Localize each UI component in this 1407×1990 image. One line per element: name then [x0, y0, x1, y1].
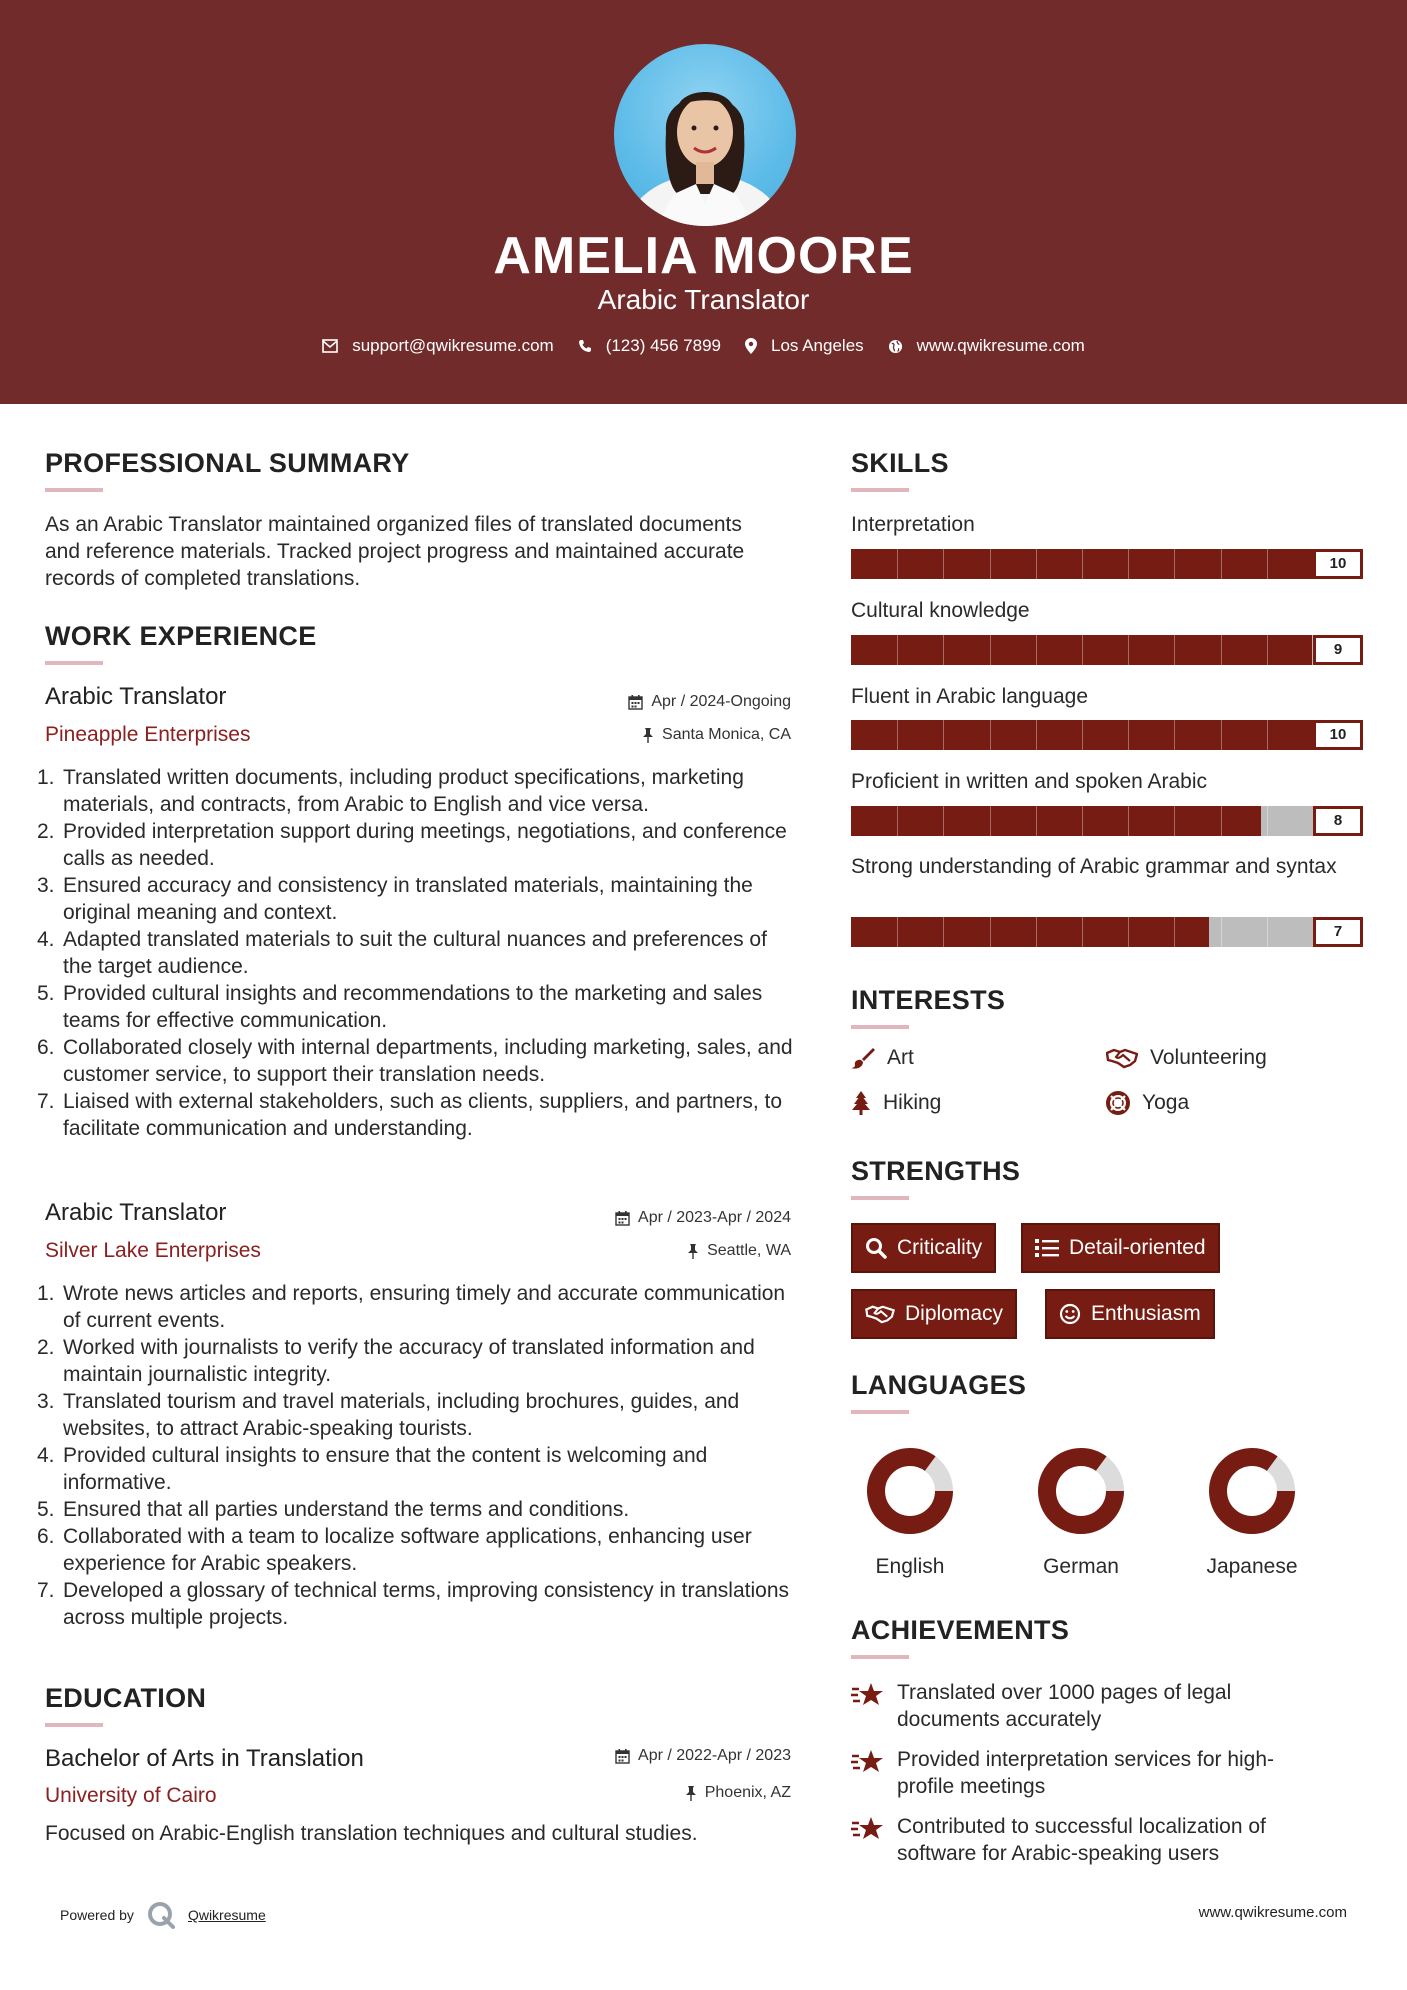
skill-bar-segment — [1174, 720, 1175, 750]
strength-label: Diplomacy — [905, 1302, 1004, 1325]
pushpin-icon — [685, 1786, 697, 1801]
job-duties-list — [37, 1280, 795, 1631]
skill-bar-segment — [1082, 549, 1083, 579]
skill-bar-segment — [943, 635, 944, 665]
contact-location — [745, 336, 864, 356]
portrait-image — [614, 44, 796, 226]
achievement-item — [851, 1746, 1321, 1800]
dates-text: Apr / 2024-Ongoing — [651, 693, 791, 710]
education-title: EDUCATION — [45, 1683, 207, 1713]
skills-title: SKILLS — [851, 448, 949, 478]
list-item: 3. Ensured accuracy and consistency in translated materials, maintaining the original meaning and context. — [37, 874, 753, 924]
list-item: 1. Wrote news articles and reports, ensuring timely and accurate communication of current events. — [37, 1282, 786, 1332]
skill-bar-segment — [943, 720, 944, 750]
skill-bar-segment — [943, 806, 944, 836]
smile-icon — [1059, 1303, 1081, 1325]
company-name: Silver Lake Enterprises — [45, 1239, 261, 1262]
skill-name: Proficient in written and spoken Arabic — [851, 770, 1208, 793]
strength-label: Enthusiasm — [1091, 1302, 1201, 1325]
skill-bar-segment — [1267, 917, 1268, 947]
skill-bar-segment — [1221, 635, 1222, 665]
qwikresume-logo-icon — [146, 1900, 176, 1930]
skill-bar-segment — [1082, 917, 1083, 947]
candidate-name: AMELIA MOORE — [493, 227, 914, 285]
email-text: support@qwikresume.com — [352, 336, 554, 355]
paintbrush-icon — [851, 1047, 875, 1069]
pushpin-icon — [642, 728, 654, 743]
list-item: 1. Translated written documents, including product specifications, marketing materials, and contracts, from Arabic to English and vice versa. — [37, 766, 744, 816]
candidate-role: Arabic Translator — [597, 284, 810, 315]
list-icon — [1035, 1238, 1059, 1258]
list-item: 6. Collaborated closely with internal departments, including marketing, sales, and customer service, to support their translation needs. — [37, 1036, 793, 1086]
languages-title: LANGUAGES — [851, 1370, 1027, 1400]
skill-bar-segment — [990, 917, 991, 947]
skill-bar — [851, 917, 1363, 947]
interest-item — [1106, 1091, 1189, 1115]
skill-bar-segment — [990, 549, 991, 579]
calendar-icon — [615, 1749, 630, 1764]
list-item: 5. Ensured that all parties understand the terms and conditions. — [37, 1498, 630, 1521]
location-text: Phoenix, AZ — [704, 1784, 791, 1801]
skill-bar — [851, 720, 1363, 750]
skill-bar-segment — [1221, 917, 1222, 947]
skill-bar-segment — [1128, 917, 1129, 947]
language-label: German — [1043, 1555, 1119, 1578]
summary-text: As an Arabic Translator maintained organized files of translated documents and reference materials. Tracked project progress and maintained accurate records of completed translations. — [45, 513, 745, 590]
dates-text: Apr / 2022-Apr / 2023 — [638, 1747, 791, 1764]
skill-bar-segment — [1036, 806, 1037, 836]
skill-bar-segment — [1128, 720, 1129, 750]
skill-name: Fluent in Arabic language — [851, 685, 1088, 708]
phone-text: (123) 456 7899 — [605, 336, 722, 355]
skill-level-badge: 8 — [1313, 806, 1363, 836]
website-text: www.qwikresume.com — [916, 336, 1085, 355]
skill-bar — [851, 635, 1363, 665]
achievement-text: Provided interpretation services for high-profile meetings — [897, 1748, 1275, 1798]
skill-bar — [851, 806, 1363, 836]
job-title: Arabic Translator — [45, 683, 227, 710]
skill-bar-segment — [1174, 549, 1175, 579]
strength-chip — [1045, 1289, 1215, 1339]
skill-bar-segment — [1036, 549, 1037, 579]
interest-label: Volunteering — [1150, 1046, 1267, 1069]
skill-bar-segment — [1267, 549, 1268, 579]
interest-label: Hiking — [883, 1091, 942, 1114]
skill-bar-segment — [1221, 806, 1222, 836]
skill-bar-segment — [1267, 720, 1268, 750]
language-donut — [1207, 1446, 1297, 1536]
list-item: 6. Collaborated with a team to localize software applications, enhancing user experience for Arabic speakers. — [37, 1525, 752, 1575]
calendar-icon — [628, 695, 643, 710]
language-item — [840, 1446, 980, 1579]
resume-header — [0, 0, 1407, 404]
star-award-icon — [851, 1748, 885, 1776]
envelope-icon — [322, 339, 338, 353]
globe-icon — [888, 339, 903, 354]
location-text: Los Angeles — [771, 336, 864, 355]
education-description: Focused on Arabic-English translation techniques and cultural studies. — [45, 1822, 698, 1845]
list-item: 2. Worked with journalists to verify the accuracy of translated information and maintain journalistic integrity. — [37, 1336, 755, 1386]
language-donut — [865, 1446, 955, 1536]
skill-name: Cultural knowledge — [851, 599, 1030, 622]
map-pin-icon — [745, 338, 757, 354]
lifering-icon — [1106, 1091, 1130, 1115]
skill-bar-segment — [1267, 806, 1268, 836]
dates-text: Apr / 2023-Apr / 2024 — [638, 1209, 791, 1226]
section-rule — [851, 488, 909, 492]
star-award-icon — [851, 1681, 885, 1709]
skill-bar-segment — [990, 635, 991, 665]
achievement-item — [851, 1813, 1321, 1867]
achievement-text: Contributed to successful localization of software for Arabic-speaking users — [897, 1815, 1266, 1865]
degree-title: Bachelor of Arts in Translation — [45, 1745, 364, 1772]
section-rule — [851, 1196, 909, 1200]
skill-bar — [851, 549, 1363, 579]
strength-chip — [1021, 1223, 1220, 1273]
job-dates — [480, 1209, 791, 1227]
powered-by-text: Powered by — [60, 1907, 134, 1923]
skill-bar-fill — [851, 549, 1363, 579]
language-item — [1182, 1446, 1322, 1579]
job-location — [480, 1242, 791, 1260]
skill-level-badge: 10 — [1313, 720, 1363, 750]
skill-bar-segment — [1082, 720, 1083, 750]
section-rule — [851, 1655, 909, 1659]
skill-level-badge: 7 — [1313, 917, 1363, 947]
skill-bar-segment — [897, 549, 898, 579]
strengths-title: STRENGTHS — [851, 1156, 1021, 1186]
section-rule — [45, 1723, 103, 1727]
strength-label: Detail-oriented — [1069, 1236, 1206, 1259]
summary-title: PROFESSIONAL SUMMARY — [45, 448, 410, 478]
section-rule — [45, 661, 103, 665]
skill-name: Strong understanding of Arabic grammar and syntax — [851, 855, 1337, 878]
footer-branding — [60, 1900, 266, 1930]
company-name: Pineapple Enterprises — [45, 723, 251, 746]
profile-photo — [614, 44, 796, 226]
achievement-text: Translated over 1000 pages of legal documents accurately — [897, 1681, 1232, 1731]
skill-bar-segment — [897, 635, 898, 665]
skill-bar-segment — [1267, 635, 1268, 665]
achievements-title: ACHIEVEMENTS — [851, 1615, 1070, 1645]
handshake-icon — [1106, 1047, 1138, 1069]
skill-bar-segment — [897, 720, 898, 750]
school-name: University of Cairo — [45, 1784, 217, 1807]
skill-bar-segment — [943, 917, 944, 947]
list-item: 5. Provided cultural insights and recommendations to the marketing and sales teams for effective communication. — [37, 982, 763, 1032]
phone-icon — [578, 339, 592, 353]
skill-bar-segment — [943, 549, 944, 579]
pushpin-icon — [687, 1244, 699, 1259]
list-item: 7. Liaised with external stakeholders, such as clients, suppliers, and partners, to facilitate communication and understanding. — [37, 1090, 783, 1140]
handshake-icon — [865, 1304, 895, 1324]
contact-email[interactable] — [322, 336, 554, 356]
footer-website[interactable]: www.qwikresume.com — [1198, 1904, 1347, 1921]
skill-bar-segment — [1174, 635, 1175, 665]
interests-title: INTERESTS — [851, 985, 1006, 1015]
language-donut — [1036, 1446, 1126, 1536]
location-text: Santa Monica, CA — [662, 726, 791, 743]
interest-label: Yoga — [1142, 1091, 1190, 1114]
language-label: English — [875, 1555, 945, 1578]
location-text: Seattle, WA — [707, 1242, 791, 1259]
skill-bar-segment — [1221, 720, 1222, 750]
contact-phone[interactable] — [578, 336, 721, 356]
strength-chip — [851, 1223, 996, 1273]
job-dates — [480, 693, 791, 711]
strength-label: Criticality — [897, 1236, 983, 1259]
skill-bar-segment — [897, 917, 898, 947]
skill-bar-segment — [1036, 917, 1037, 947]
language-label: Japanese — [1206, 1555, 1298, 1578]
skill-bar-segment — [1128, 806, 1129, 836]
skill-bar-segment — [990, 720, 991, 750]
section-rule — [851, 1410, 909, 1414]
skill-bar-segment — [1128, 549, 1129, 579]
job-title: Arabic Translator — [45, 1199, 227, 1226]
skill-bar-segment — [1082, 635, 1083, 665]
skill-bar-segment — [990, 806, 991, 836]
skill-bar-segment — [1221, 549, 1222, 579]
search-icon — [865, 1237, 887, 1259]
contact-bar — [0, 336, 1407, 356]
calendar-icon — [615, 1211, 630, 1226]
job-duties-list — [37, 764, 795, 1142]
skill-level-badge: 9 — [1313, 635, 1363, 665]
skill-bar-segment — [1128, 635, 1129, 665]
list-item: 7. Developed a glossary of technical terms, improving consistency in translations across multiple projects. — [37, 1579, 790, 1629]
education-location — [480, 1784, 791, 1802]
strength-chip — [851, 1289, 1017, 1339]
list-item: 3. Translated tourism and travel materials, including brochures, guides, and websites, to attract Arabic-speaking tourists. — [37, 1390, 740, 1440]
tree-icon — [851, 1091, 871, 1115]
list-item: 2. Provided interpretation support during meetings, negotiations, and conference calls as needed. — [37, 820, 787, 870]
contact-website[interactable] — [888, 336, 1085, 356]
skill-bar-fill — [851, 917, 1209, 947]
list-item: 4. Adapted translated materials to suit the cultural nuances and preferences of the target audience. — [37, 928, 767, 978]
skill-bar-segment — [1036, 635, 1037, 665]
job-location — [480, 726, 791, 744]
language-item — [1011, 1446, 1151, 1579]
achievement-item — [851, 1679, 1321, 1733]
skill-level-badge: 10 — [1313, 549, 1363, 579]
skill-bar-segment — [1174, 806, 1175, 836]
skill-bar-segment — [897, 806, 898, 836]
skill-bar-fill — [851, 806, 1261, 836]
education-dates — [480, 1747, 791, 1765]
skill-bar-segment — [1174, 917, 1175, 947]
section-rule — [45, 488, 103, 492]
qwikresume-link[interactable]: Qwikresume — [187, 1907, 266, 1923]
star-award-icon — [851, 1815, 885, 1843]
skill-name: Interpretation — [851, 513, 975, 536]
list-item: 4. Provided cultural insights to ensure that the content is welcoming and informative. — [37, 1444, 708, 1494]
interest-item — [851, 1091, 941, 1115]
interest-item — [851, 1046, 914, 1070]
skill-bar-segment — [1036, 720, 1037, 750]
interest-item — [1106, 1046, 1267, 1070]
interest-label: Art — [887, 1046, 914, 1069]
section-rule — [851, 1025, 909, 1029]
experience-title: WORK EXPERIENCE — [45, 621, 317, 651]
skill-bar-segment — [1082, 806, 1083, 836]
skill-bar-fill — [851, 720, 1363, 750]
